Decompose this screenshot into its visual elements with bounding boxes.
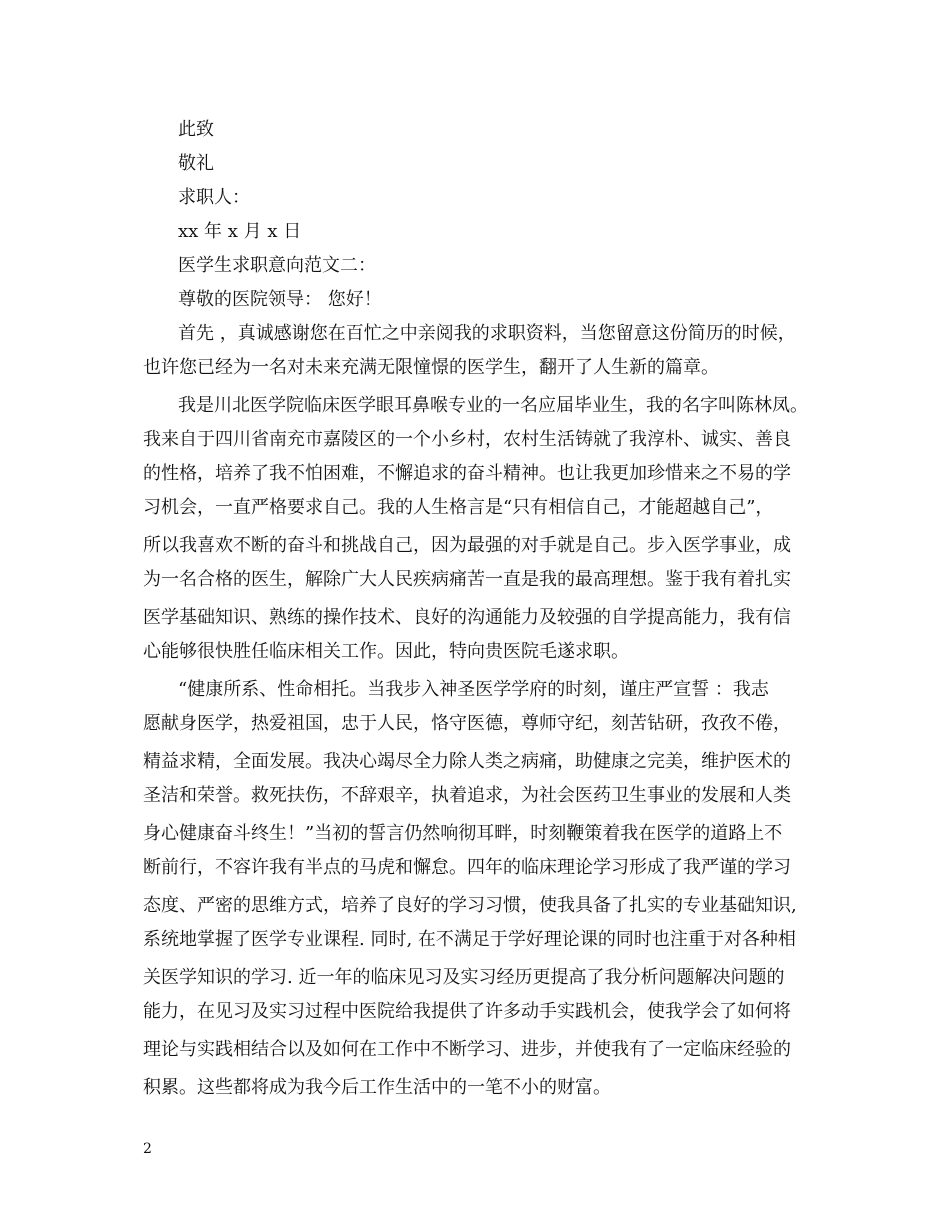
paragraph-line: 心能够很快胜任临床相关工作。因此，特向贵医院毛遂求职。 xyxy=(143,641,629,662)
closing-line-1: 此致 xyxy=(178,119,214,140)
paragraph-line: 能力，在见习及实习过程中医院给我提供了许多动手实践机会，使我学会了如何将 xyxy=(143,1001,791,1022)
paragraph-line: 身心健康奋斗终生！”当初的誓言仍然响彻耳畔，时刻鞭策着我在医学的道路上不 xyxy=(143,823,783,844)
paragraph-line: 系统地掌握了医学专业课程. 同时, 在不满足于学好理论课的同时也注重于对各种相 xyxy=(143,929,796,950)
paragraph-line: 为一名合格的医生，解除广大人民疾病痛苦一直是我的最高理想。鉴于我有着扎实 xyxy=(143,569,791,590)
paragraph-line: 习机会，一直严格要求自己。我的人生格言是“只有相信自己，才能超越自己”， xyxy=(143,497,774,518)
paragraph-line: 精益求精，全面发展。我决心竭尽全力除人类之病痛，助健康之完美，维护医术的 xyxy=(143,751,791,772)
paragraph-line: 首先 ，真诚感谢您在百忙之中亲阅我的求职资料，当您留意这份简历的时候， xyxy=(178,323,796,344)
paragraph-line: 所以我喜欢不断的奋斗和挑战自己，因为最强的对手就是自己。步入医学事业，成 xyxy=(143,535,791,556)
greeting-line: 尊敬的医院领导： 您好！ xyxy=(178,289,382,310)
paragraph-line: 我来自于四川省南充市嘉陵区的一个小乡村，农村生活铸就了我淳朴、诚实、善良 xyxy=(143,429,791,450)
page-number: 2 xyxy=(143,1141,152,1157)
paragraph-line: 态度、严密的思维方式，培养了良好的学习习惯，使我具备了扎实的专业基础知识, xyxy=(143,895,797,916)
paragraph-line: 理论与实践相结合以及如何在工作中不断学习、进步，并使我有了一定临床经验的 xyxy=(143,1039,791,1060)
paragraph-line: 的性格，培养了我不怕困难，不懈追求的奋斗精神。也让我更加珍惜来之不易的学 xyxy=(143,463,791,484)
closing-line-2: 敬礼 xyxy=(178,153,214,174)
paragraph-line: 圣洁和荣誉。救死扶伤，不辞艰辛，执着追求，为社会医药卫生事业的发展和人类 xyxy=(143,785,791,806)
paragraph-line: 我是川北医学院临床医学眼耳鼻喉专业的一名应届毕业生，我的名字叫陈林凤。 xyxy=(178,395,808,416)
paragraph-line: 断前行，不容许我有半点的马虎和懈怠。四年的临床理论学习形成了我严谨的学习 xyxy=(143,857,791,878)
paragraph-line: 医学基础知识、熟练的操作技术、良好的沟通能力及较强的自学提高能力，我有信 xyxy=(143,607,791,628)
paragraph-line: 也许您已经为一名对未来充满无限憧憬的医学生，翻开了人生新的篇章。 xyxy=(143,357,719,378)
paragraph-line: 愿献身医学，热爱祖国，忠于人民，恪守医德，尊师守纪，刻苦钻研，孜孜不倦， xyxy=(143,713,791,734)
date-line: xx 年 x 月 x 日 xyxy=(178,221,302,242)
paragraph-line: 积累。这些都将成为我今后工作生活中的一笔不小的财富。 xyxy=(143,1077,611,1098)
section-title: 医学生求职意向范文二： xyxy=(178,255,376,276)
paragraph-line: “健康所系、性命相托。当我步入神圣医学学府的时刻，谨庄严宣誓 ：我志 xyxy=(178,679,769,700)
paragraph-line: 关医学知识的学习. 近一年的临床见习及实习经历更提高了我分析问题解决问题的 xyxy=(143,967,785,988)
applicant-label: 求职人： xyxy=(178,187,250,208)
